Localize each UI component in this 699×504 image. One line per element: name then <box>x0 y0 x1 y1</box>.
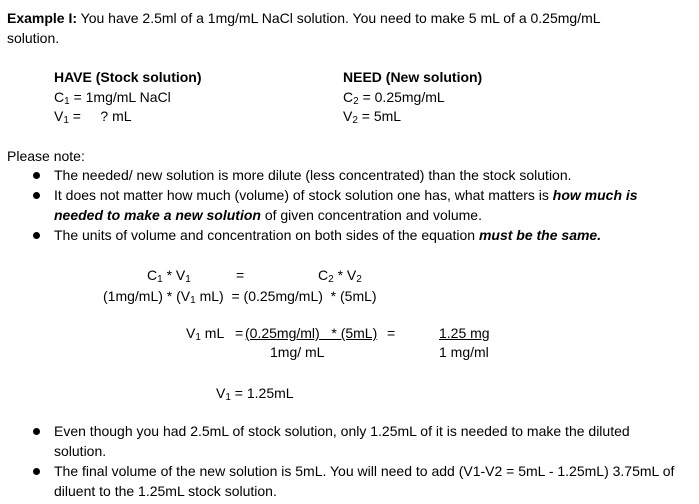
example-line-1 <box>7 8 601 28</box>
need-heading: NEED (New solution) <box>343 69 483 85</box>
have-heading: HAVE (Stock solution) <box>54 69 202 85</box>
equation-lhs: $C_1 * V_1$ <box>147 267 191 285</box>
have-c1: $C_1 = 1mg/mL$ NaCl <box>54 89 171 107</box>
note-bullet-3: The units of volume and concentration on both sides of the equation must be the same. <box>54 227 602 243</box>
bullet-icon <box>33 232 40 239</box>
bullet-icon <box>33 192 40 199</box>
conclusion-bullet-2: The final volume of the new solution is 5mL. You will need to add (V1-V2 = 5mL - 1.25mL) 3.75mL of diluent to the 1.25mL stock solution. <box>54 463 675 499</box>
have-v1: $V_1$ = ? mL <box>54 108 132 126</box>
need-v2: $V_2 = 5mL$ <box>343 108 402 126</box>
conclusion-bullet-1: Even though you had 2.5mL of stock solution, only 1.25mL of it is needed to make the diluted solution. <box>54 423 630 459</box>
equation-equals: = <box>236 267 245 283</box>
bullet-icon <box>33 428 40 435</box>
solve-numerator: (0.25mg/ml) * (5mL) <box>245 325 378 341</box>
bullet-icon <box>33 172 40 179</box>
solve-denominator: 1mg/ mL <box>270 344 325 360</box>
solve-equals-2: = <box>387 325 396 341</box>
notes-title: Please note: <box>7 148 85 164</box>
solve-equals: = <box>235 325 244 341</box>
example-text-2: solution. <box>7 30 60 46</box>
example-text-1: You have 2.5ml of a 1mg/mL NaCl solution. You need to make 5 mL of a 0.25mg/mL <box>80 10 601 26</box>
solve-v1-label: $V_1$ mL <box>186 325 225 343</box>
need-c2: $C_2 = 0.25mg/mL$ <box>343 89 445 107</box>
note-bullet-1: The needed/ new solution is more dilute (less concentrated) than the stock solution. <box>54 167 572 183</box>
equation-line-2: $(1mg/mL) * (V_1$ mL) = (0.25mg/mL) * (5mL) <box>103 288 377 306</box>
note-bullet-2: It does not matter how much (volume) of stock solution one has, what matters is how much is needed to make a new solution of given concentration and volume. <box>54 187 638 223</box>
example-label: Example I: <box>7 10 78 26</box>
result-v1: $V_1 = 1.25mL$ <box>216 385 294 403</box>
solve-fraction-2-numerator: 1.25 mg <box>439 325 490 341</box>
solve-fraction-2-denominator: 1 mg/ml <box>439 344 489 360</box>
equation-rhs: $C_2 * V_2$ <box>318 267 362 285</box>
bullet-icon <box>33 468 40 475</box>
